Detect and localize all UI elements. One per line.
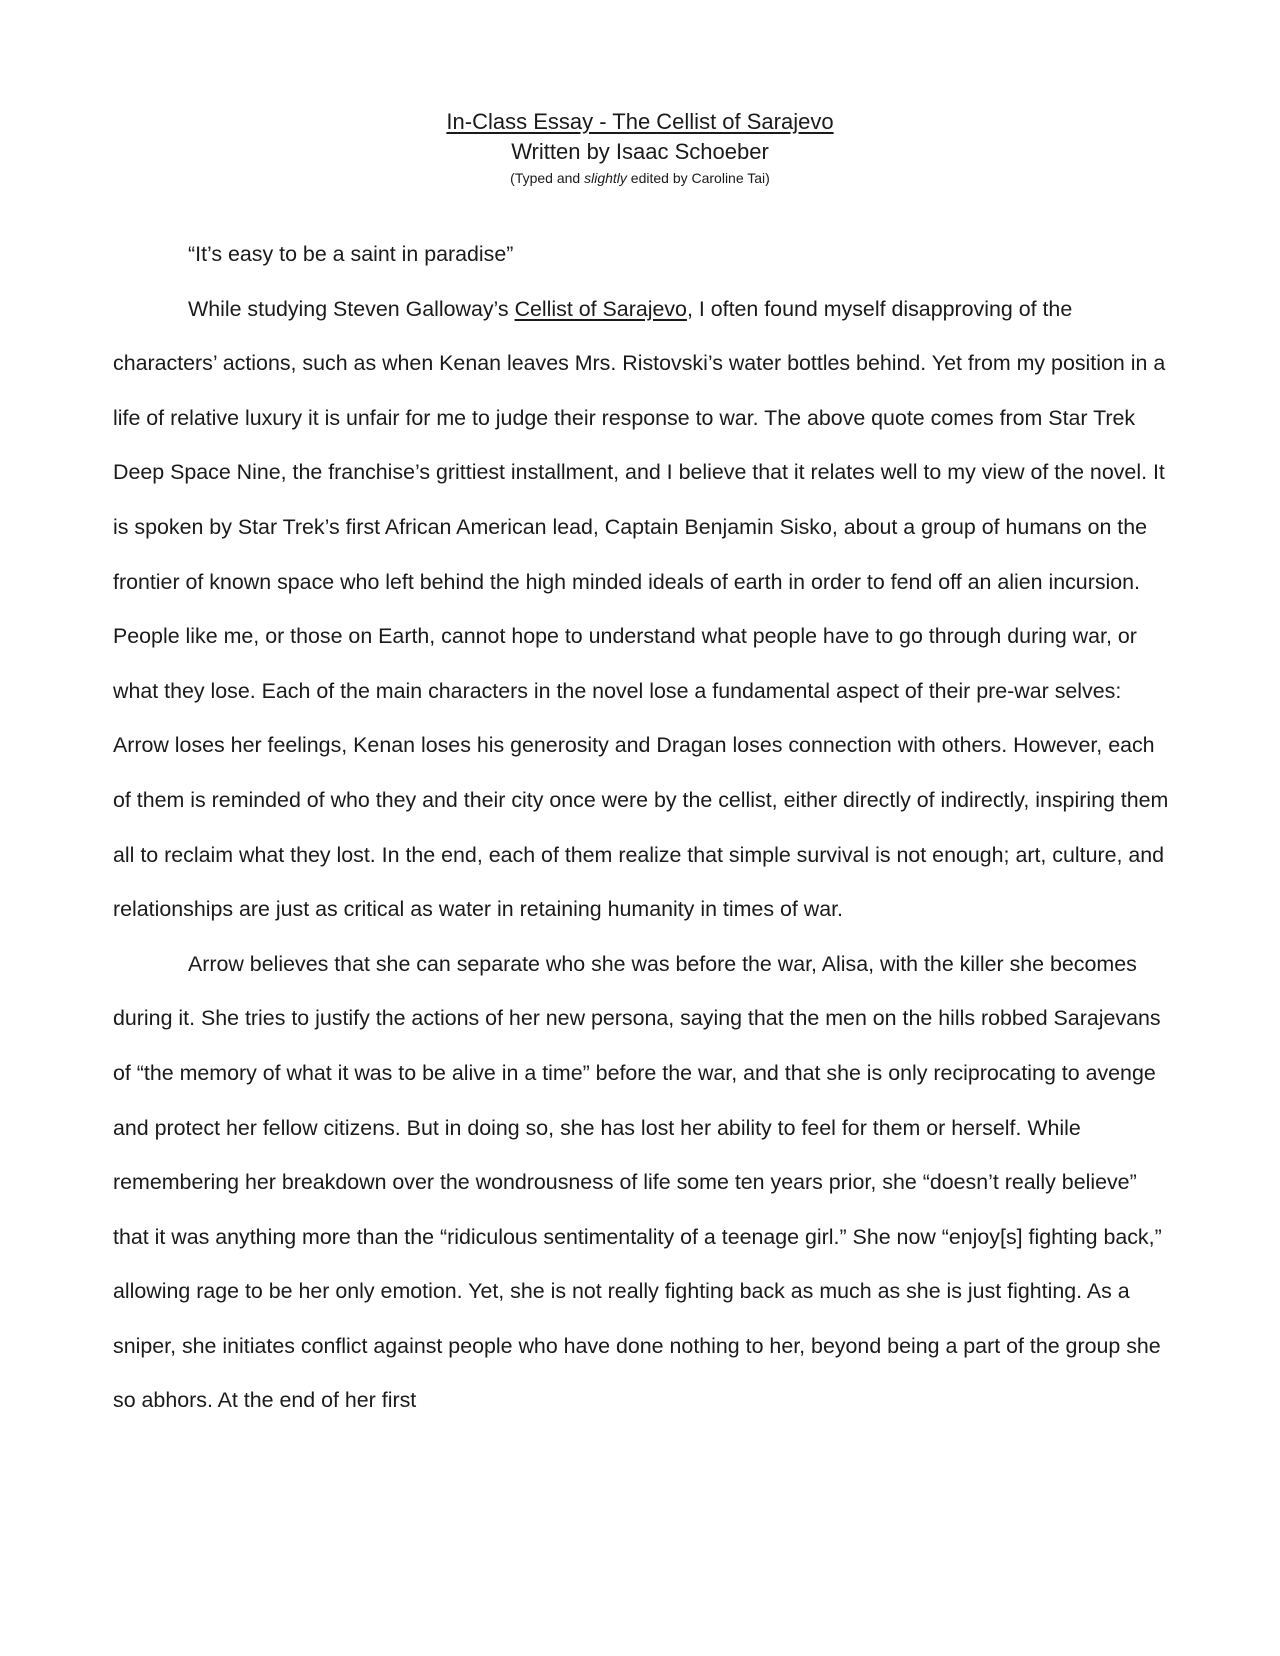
paragraph-1-prefix: While studying Steven Galloway’s [188,296,515,321]
author-byline: Written by Isaac Schoeber [511,139,769,164]
paragraph-1-text: , I often found myself disapproving of the characters’ actions, such as when Kenan leaves Mrs. Ristovski’s water bottles behind. Yet from my position in a life of relative luxury it is unfair for me to judge their response to war. The above quote comes from Star Trek Deep Space Nine, the franchise’s grittiest installment, and I believe that it relates well to my view of the novel. It is spoken by Star Trek’s first African American lead, Captain Benjamin Sisko, about a group of humans on the frontier of known space who left behind the high minded ideals of earth in order to fend off an alien incursion. People like me, or those on Earth, cannot hope to understand what people have to go through during war, or what they lose. Each of the main characters in the novel lose a fundamental aspect of their pre-war selves: Arrow loses her feelings, Kenan loses his generosity and Dragan loses connection with others. However, each of them is reminded of who they and their city once were by the cellist, either directly of indirectly, inspiring them all to reclaim what they lost. In the end, each of them realize that simple survival is not enough; art, culture, and relationships are just as critical as water in retaining humanity in times of war. [113,296,1169,922]
paragraph-2: Arrow believes that she can separate who she was before the war, Alisa, with the killer she becomes during it. She tries to justify the actions of her new persona, saying that the men on the hills robbed Sarajevans of “the memory of what it was to be alive in a time” before the war, and that she is only reciprocating to avenge and protect her fellow citizens. But in doing so, she has lost her ability to feel for them or herself. While remembering her breakdown over the wondrousness of life some ten years prior, she “doesn’t really believe” that it was anything more than the “ridiculous sentimentality of a teenage girl.” She now “enjoy[s] fighting back,” allowing rage to be her only emotion. Yet, she is not really fighting back as much as she is just fighting. As a sniper, she initiates conflict against people who have done nothing to her, beyond being a part of the group she so abhors. At the end of her first [113,951,1162,1413]
editor-note [0,167,1280,189]
editor-note-prefix: (Typed and [510,170,585,186]
essay-body [113,227,1173,1428]
document-header [0,107,1280,189]
book-title: Cellist of Sarajevo [514,296,687,321]
editor-note-suffix: edited by Caroline Tai) [626,170,770,186]
editor-note-emphasis: slightly [584,170,627,186]
epigraph: “It’s easy to be a saint in paradise” [188,242,514,266]
essay-title: In-Class Essay - The Cellist of Sarajevo [446,109,834,134]
paragraph-1 [113,282,1173,937]
